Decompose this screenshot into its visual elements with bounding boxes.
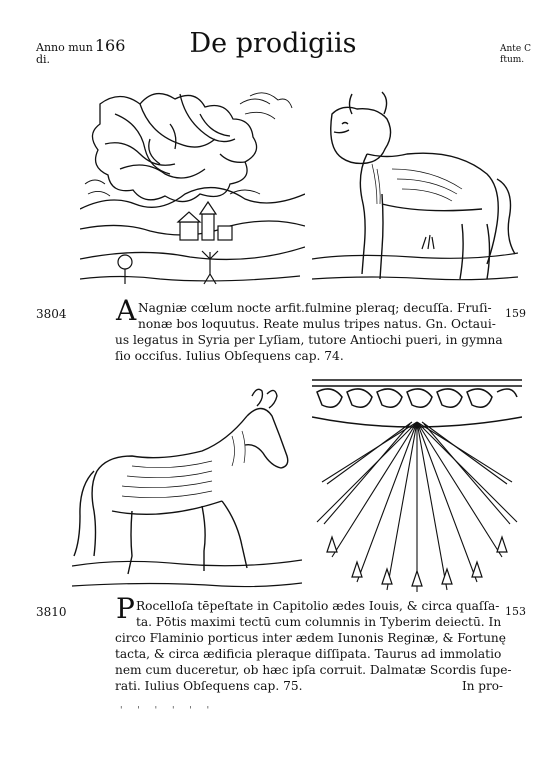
entry-line: ta. Pōtis maximi tectū cum columnis in Tyberim deiectū. In	[136, 615, 502, 629]
page-number: 166	[94, 36, 126, 55]
entry-line: us legatus in Syria per Lyſiam, tutore Antiochi pueri, in gymna	[115, 333, 503, 347]
anno-mundi-label: Anno mun	[36, 41, 93, 54]
margin-number: 159	[505, 307, 526, 320]
entry-line: nonæ bos loquutus. Reate mulus tripes natus. Gn. Octaui-	[138, 317, 496, 331]
entry-line: rati. Iulius Obſequens cap. 75.	[115, 679, 303, 693]
entry-line: Rocelloſa tēpeſtate in Capitolio ædes Iouis, & circa quaſſa-	[136, 599, 500, 613]
woodcut-storm-columns	[312, 372, 522, 594]
woodcut-mule	[72, 376, 302, 594]
entry-line: circo Flaminio porticus inter ædem Iunonis Reginæ, & Fortunę	[115, 631, 506, 645]
entry-year: 3804	[36, 307, 67, 321]
ante-christum-label: Ante C	[500, 44, 531, 54]
entry-line: tacta, & circa ædificia pleraque diſſipata. Taurus ad immolatio	[115, 647, 502, 661]
page-title: De prodigiis	[189, 28, 357, 59]
entry-line: ſio occiſus. Iulius Obſequens cap. 74.	[115, 349, 344, 363]
margin-number: 153	[505, 605, 526, 618]
drop-cap: P	[116, 592, 135, 625]
running-head-right	[500, 44, 540, 66]
ink-specks: ' ' ' ' ' '	[120, 706, 216, 716]
drop-cap: A	[116, 294, 137, 327]
entry-year: 3810	[36, 605, 67, 619]
woodcut-speaking-ox	[312, 84, 518, 289]
anno-mundi-label-cont: di.	[36, 53, 51, 66]
catchword: In pro-	[462, 679, 503, 693]
woodcut-burning-sky	[80, 84, 305, 289]
ante-christum-label-cont: ftum.	[500, 55, 525, 65]
entry-line: Nagniæ cœlum nocte arfit.fulmine pleraq; decuſſa. Fruſi-	[138, 301, 492, 315]
entry-line: nem cum duceretur, ob hæc ipſa corruit. Dalmatæ Scordis ſupe-	[115, 663, 512, 677]
